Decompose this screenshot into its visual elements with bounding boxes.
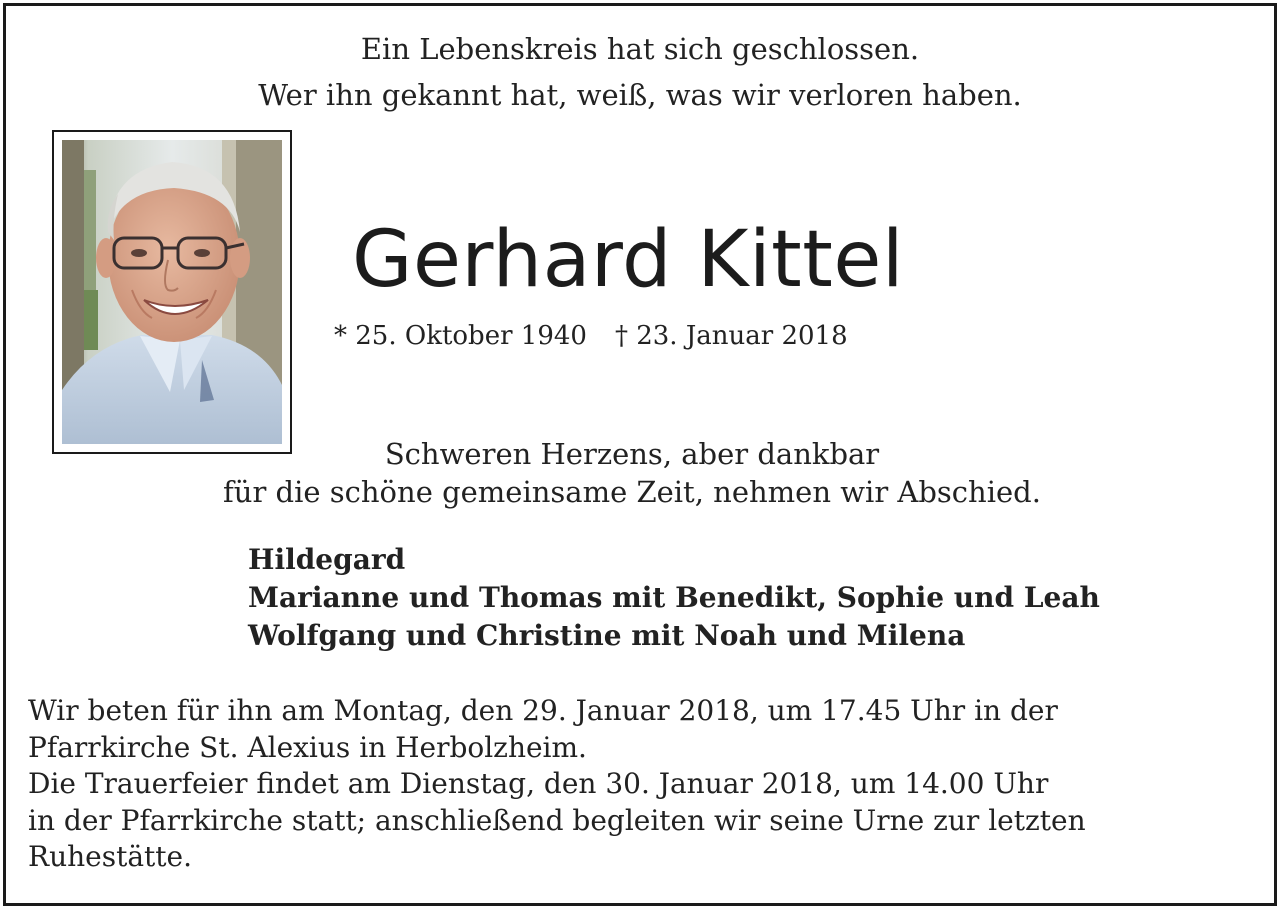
service-details (28, 693, 1258, 876)
motto-line-1: Ein Lebenskreis hat sich geschlossen. (360, 32, 920, 66)
farewell-line-1: Schweren Herzens, aber dankbar (384, 437, 880, 471)
service-line: Pfarrkirche St. Alexius in Herbolzheim. (28, 730, 587, 764)
birth-date: * 25. Oktober 1940 (334, 321, 587, 351)
service-line: Die Trauerfeier findet am Dienstag, den 30. Januar 2018, um 14.00 Uhr (28, 767, 1049, 800)
portrait-photo (62, 140, 282, 444)
portrait-frame (52, 130, 292, 454)
motto-line-2: Wer ihn gekannt hat, weiß, was wir verloren haben. (258, 78, 1022, 112)
family-member: Marianne und Thomas mit Benedikt, Sophie und Leah (248, 581, 1100, 614)
service-line: in der Pfarrkirche statt; anschließend begleiten wir seine Urne zur letzten (28, 803, 1086, 837)
service-line: Ruhestätte. (28, 840, 193, 873)
family-member: Hildegard (248, 543, 406, 576)
deceased-name: Gerhard Kittel (352, 215, 905, 305)
farewell-line-2: für die schöne gemeinsame Zeit, nehmen wir Abschied. (223, 475, 1041, 509)
life-dates (334, 316, 848, 356)
family-list (248, 541, 1100, 655)
family-member: Wolfgang und Christine mit Noah und Milena (248, 619, 966, 652)
death-date: † 23. Januar 2018 (614, 321, 848, 351)
service-line: Wir beten für ihn am Montag, den 29. Januar 2018, um 17.45 Uhr in der (28, 694, 1058, 727)
